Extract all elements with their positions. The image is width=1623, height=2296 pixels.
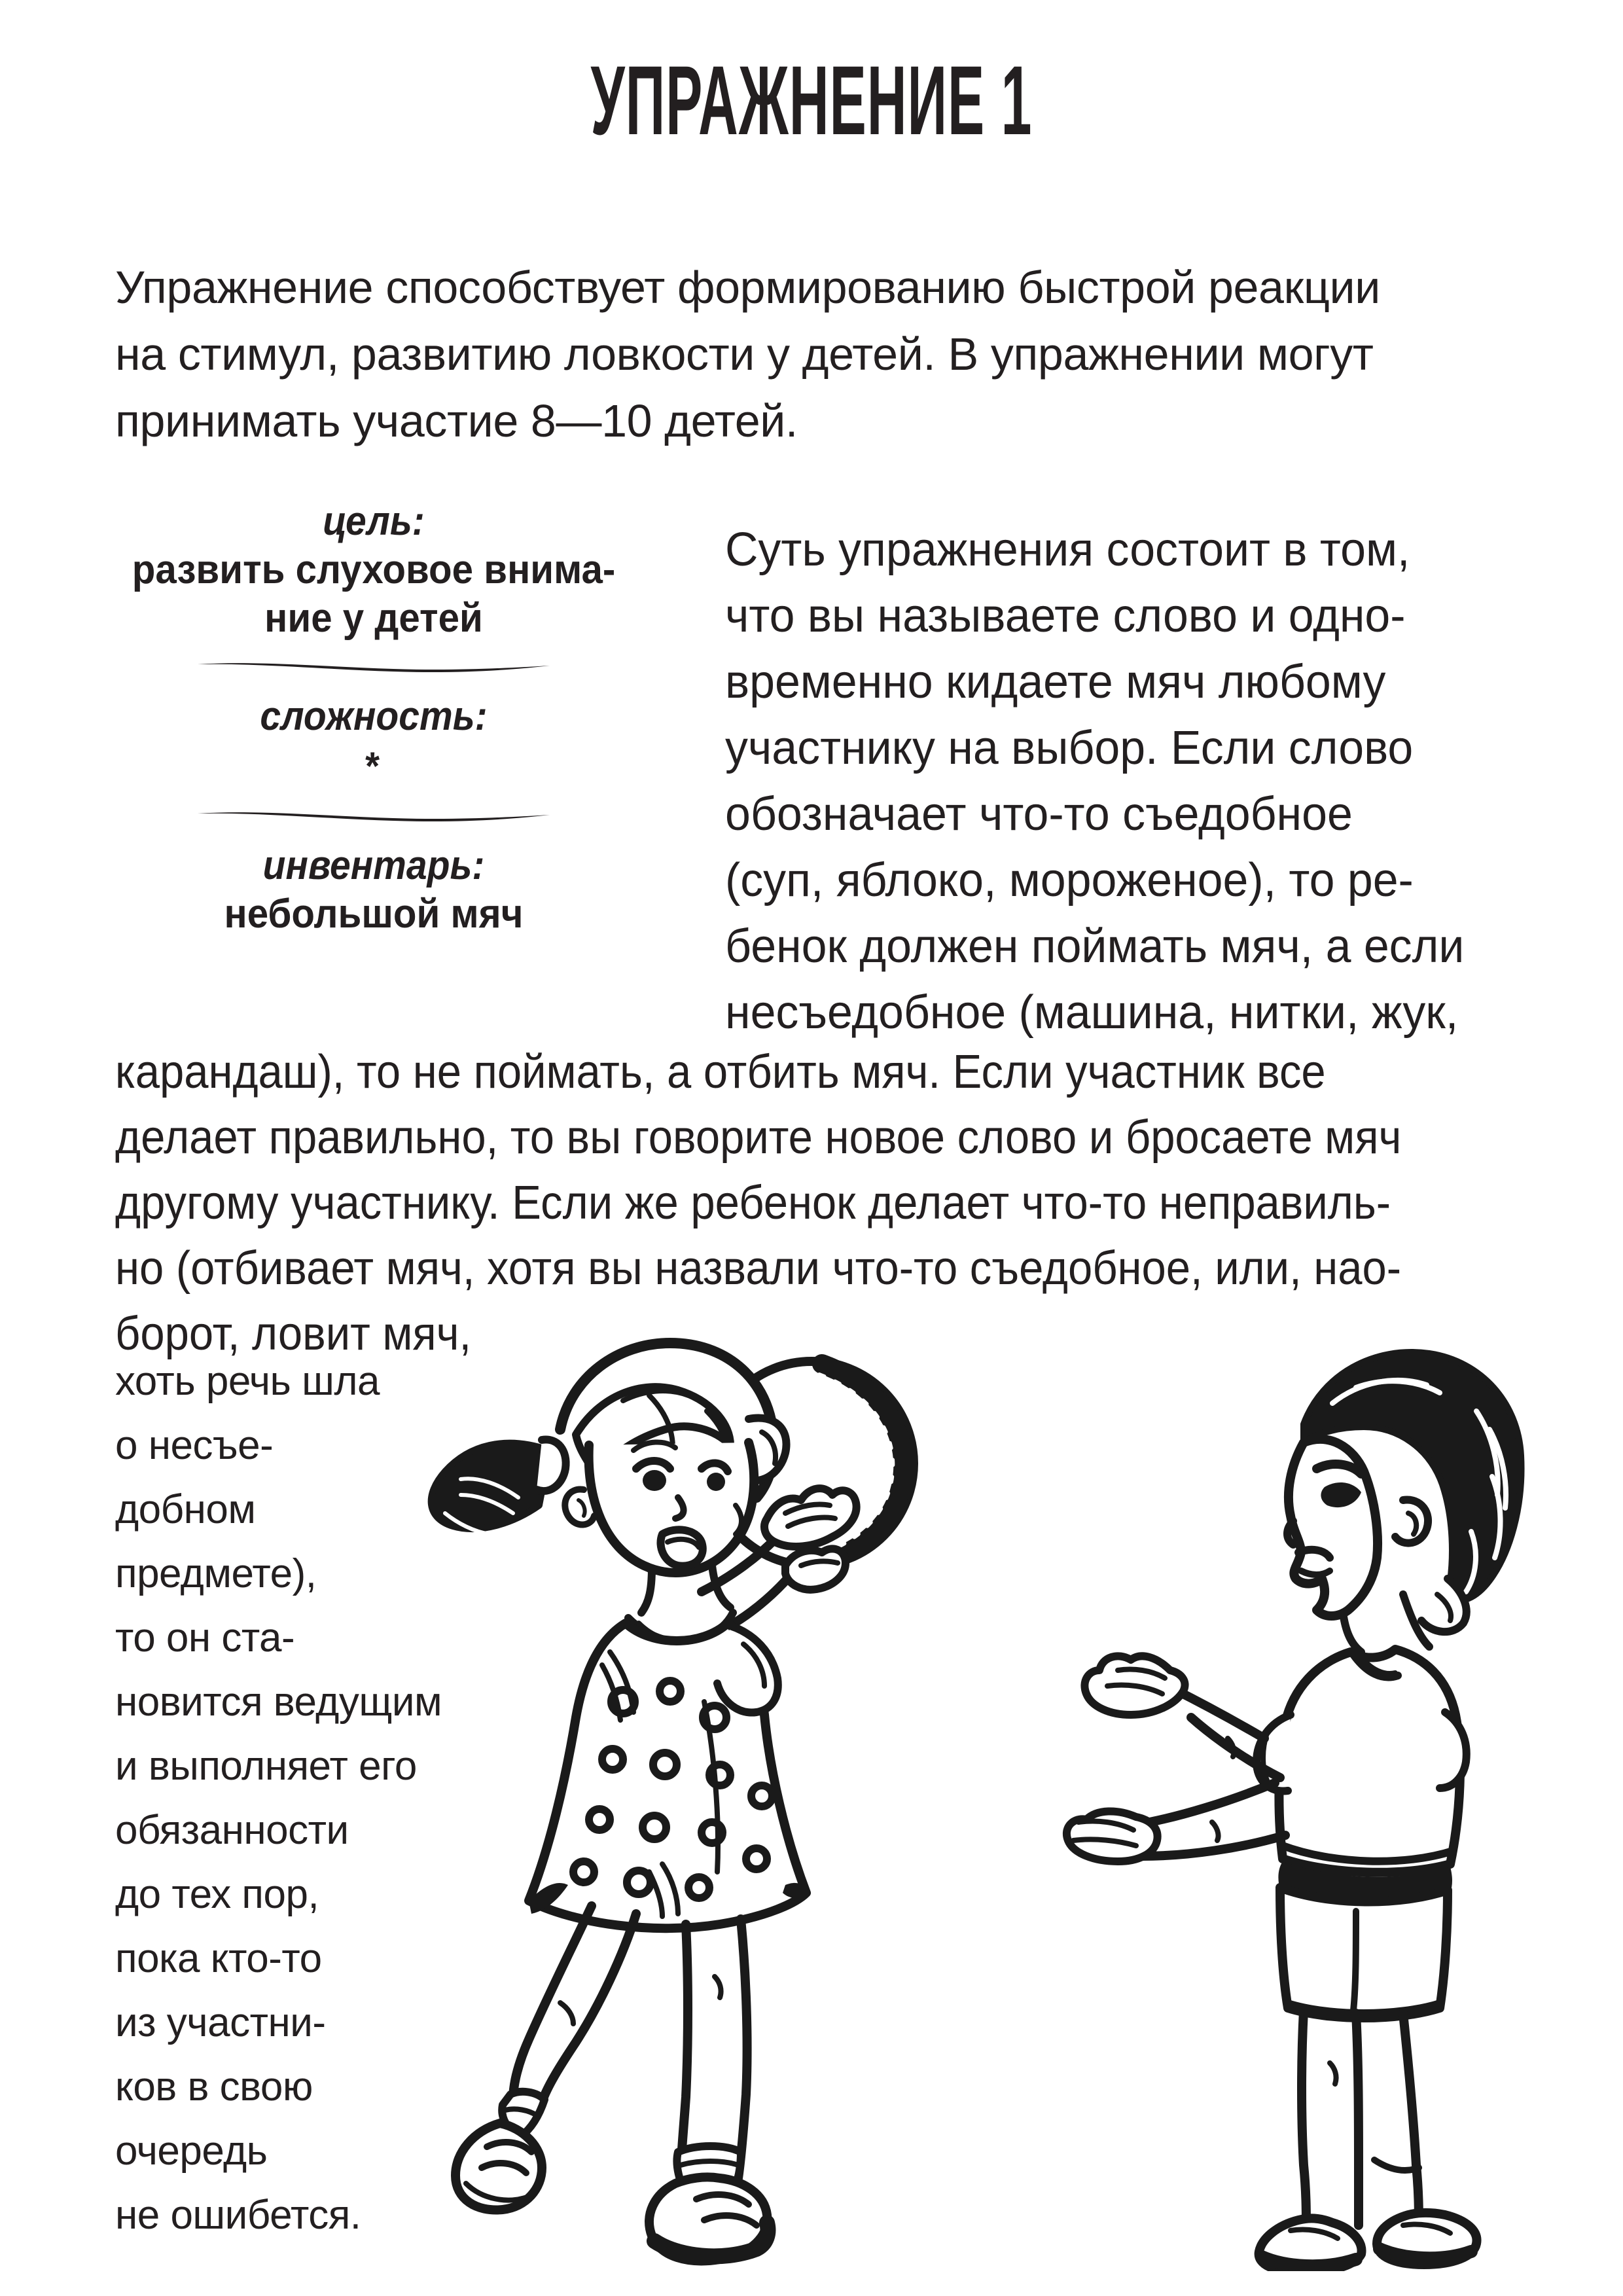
- right-line-3: временно кидаете мяч любому: [725, 656, 1386, 708]
- body-line-2: делает правильно, то вы говорите новое слово и бросаете мяч: [115, 1111, 1402, 1164]
- right-column-text: [725, 517, 1465, 1046]
- equipment-label: инвентарь:: [262, 843, 485, 888]
- body-line-4: но (отбивает мяч, хотя вы назвали что-то съедобное, или, нао-: [115, 1242, 1402, 1295]
- narrow-line-10: пока кто-то: [115, 1936, 322, 1981]
- narrow-line-8: обязанности: [115, 1808, 349, 1853]
- divider-rule-1: [197, 658, 550, 675]
- intro-line-3: принимать участие 8—10 детей.: [115, 395, 798, 446]
- narrow-line-9: до тех пор,: [115, 1872, 319, 1917]
- narrow-line-6: новится ведущим: [115, 1679, 442, 1725]
- exercise-meta-block: [115, 497, 632, 939]
- narrow-line-12: ков в свою: [115, 2064, 313, 2109]
- right-line-5: обозначает что-то съедобное: [725, 788, 1353, 840]
- divider-rule-2: [197, 808, 550, 825]
- right-line-4: участнику на выбор. Если слово: [725, 722, 1414, 774]
- narrow-line-3: добном: [115, 1487, 256, 1532]
- body-line-5: борот, ловит мяч,: [115, 1308, 472, 1360]
- goal-label: цель:: [323, 499, 425, 544]
- right-line-1: Суть упражнения состоит в том,: [725, 524, 1410, 576]
- intro-paragraph: [115, 254, 1436, 454]
- narrow-line-4: предмете),: [115, 1551, 317, 1596]
- narrow-line-11: из участни-: [115, 2000, 326, 2045]
- equipment-value: [131, 890, 617, 939]
- narrow-line-2: о несъе-: [115, 1423, 274, 1468]
- body-line-1: карандаш), то не поймать, а отбить мяч. Если участник все: [115, 1046, 1326, 1098]
- intro-line-1: Упражнение способствует формированию быстрой реакции: [115, 262, 1380, 313]
- goal-value: [131, 546, 617, 643]
- narrow-line-1: хоть речь шла: [115, 1359, 380, 1404]
- narrow-line-13: очередь: [115, 2128, 268, 2174]
- girl-catching-ball-illustration: [393, 1309, 942, 2291]
- right-line-7: бенок должен поймать мяч, а если: [725, 920, 1465, 973]
- narrow-line-7: и выполняет его: [115, 1744, 417, 1789]
- boy-with-outstretched-arms-illustration: [1060, 1322, 1558, 2271]
- goal-value-line-2: ние у детей: [264, 596, 483, 641]
- narrow-line-14: не ошибется.: [115, 2193, 361, 2238]
- difficulty-value: *: [365, 744, 382, 788]
- right-line-6: (суп, яблоко, мороженое), то ре-: [725, 854, 1414, 906]
- page-title: УПРАЖНЕНИЕ 1: [590, 45, 1033, 155]
- right-line-2: что вы называете слово и одно-: [725, 590, 1406, 642]
- right-line-8: несъедобное (машина, нитки, жук,: [725, 986, 1459, 1039]
- body-line-3: другому участнику. Если же ребенок делает что-то неправиль-: [115, 1177, 1391, 1229]
- narrow-line-5: то он ста-: [115, 1615, 295, 1660]
- equipment-value-line-1: небольшой мяч: [224, 891, 524, 937]
- goal-value-line-1: развить слуховое внима-: [132, 547, 616, 592]
- difficulty-label: сложность:: [260, 694, 488, 739]
- intro-line-2: на стимул, развитию ловкости у детей. В упражнении могут: [115, 329, 1374, 380]
